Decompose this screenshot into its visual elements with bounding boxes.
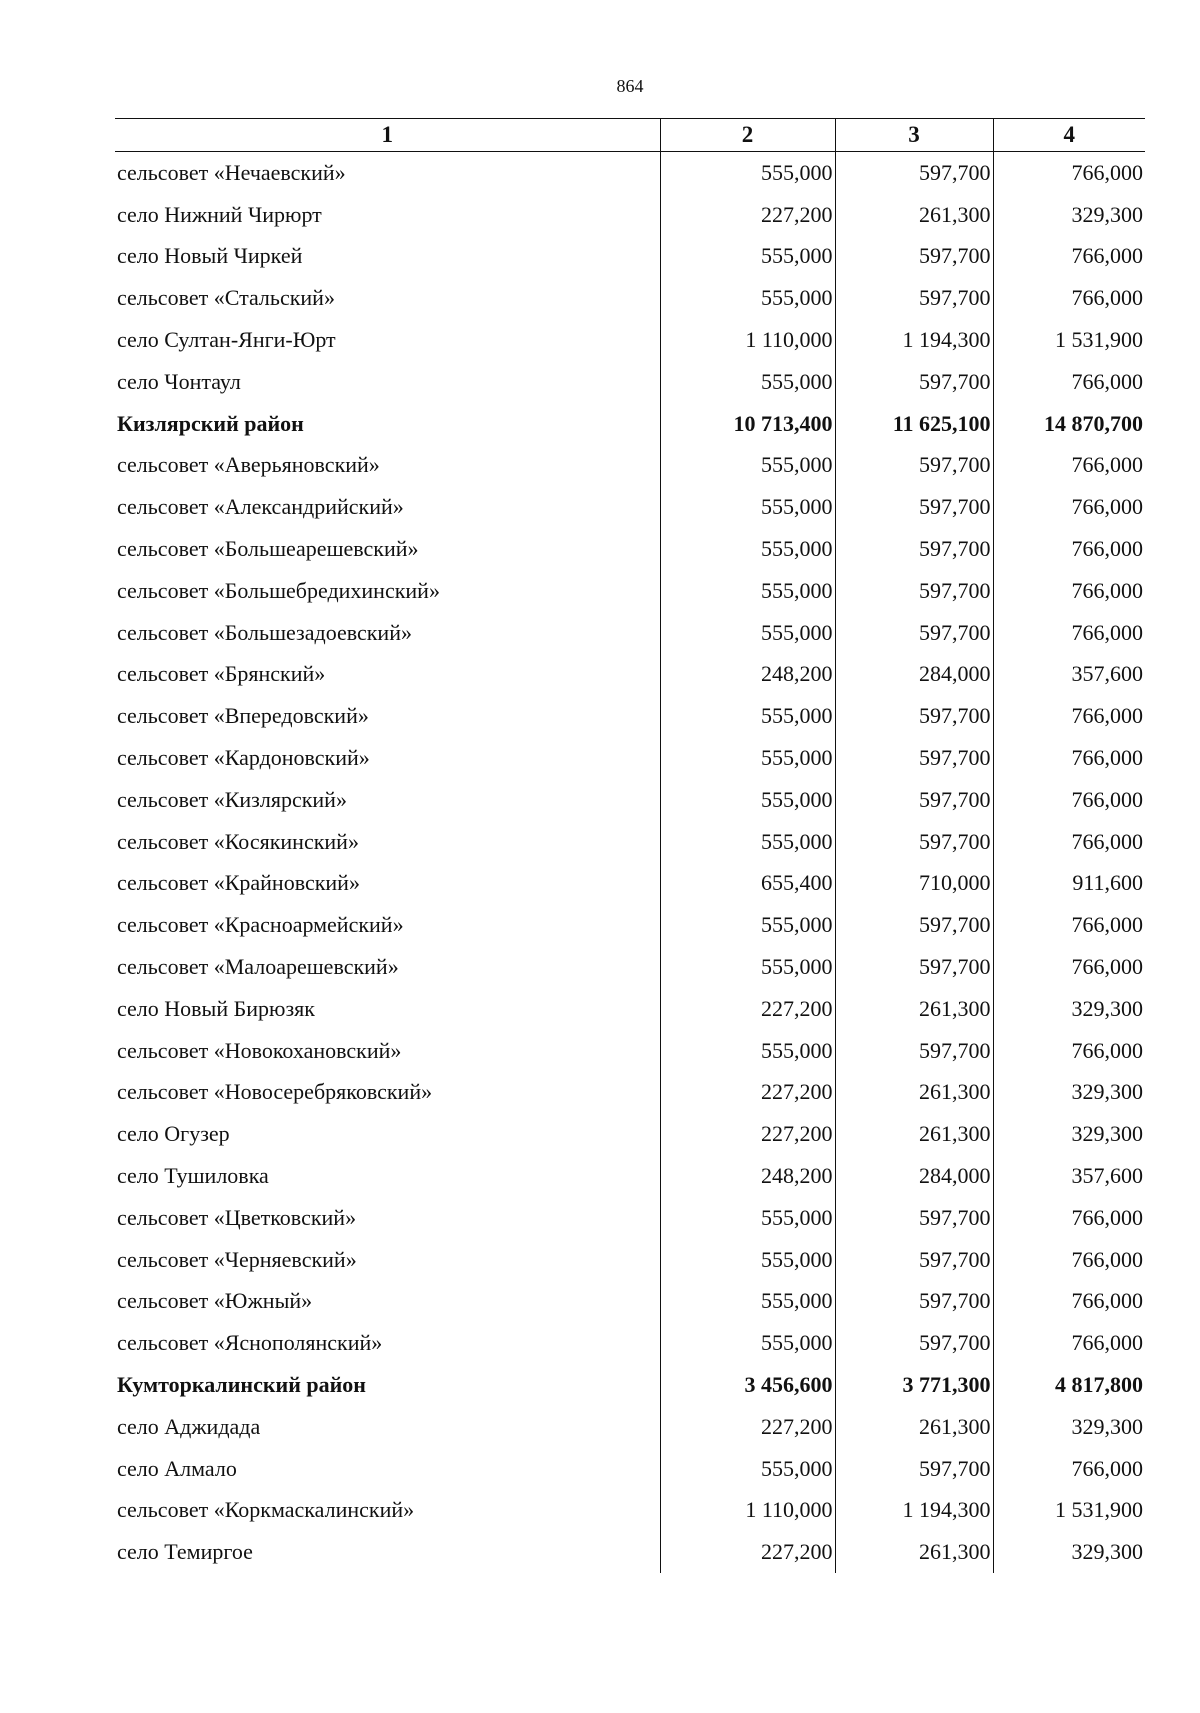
value-col-4-cell: 766,000: [993, 737, 1145, 779]
value-col-2-cell: 227,200: [660, 194, 835, 236]
column-header-2: 2: [660, 119, 835, 152]
value-col-4-cell: 766,000: [993, 445, 1145, 487]
table-row: [115, 612, 1145, 654]
value-col-3-cell: 597,700: [835, 821, 993, 863]
table-row: [115, 528, 1145, 570]
column-header-4: 4: [993, 119, 1145, 152]
table-row: [115, 737, 1145, 779]
district-total-row: [115, 403, 1145, 445]
settlement-name-cell: сельсовет «Большеарешевский»: [117, 536, 419, 562]
table-row: [115, 319, 1145, 361]
settlement-name-cell: село Тушиловка: [117, 1163, 269, 1189]
value-col-3-cell: 597,700: [835, 695, 993, 737]
value-col-4-cell: 766,000: [993, 695, 1145, 737]
value-col-2-cell: 555,000: [660, 236, 835, 278]
table-row: [115, 1239, 1145, 1281]
value-col-3-cell: 261,300: [835, 1406, 993, 1448]
table-row: [115, 1197, 1145, 1239]
settlement-name-cell: сельсовет «Черняевский»: [117, 1246, 357, 1272]
value-col-3-cell: 261,300: [835, 1531, 993, 1573]
value-col-2-cell: 555,000: [660, 1030, 835, 1072]
value-col-4-cell: 357,600: [993, 1155, 1145, 1197]
value-col-4-cell: 766,000: [993, 1281, 1145, 1323]
value-col-3-cell: 597,700: [835, 1197, 993, 1239]
value-col-4-cell: 766,000: [993, 1448, 1145, 1490]
table-row: [115, 695, 1145, 737]
value-col-3-cell: 1 194,300: [835, 319, 993, 361]
table-header: [115, 119, 1145, 152]
value-col-3-cell: 710,000: [835, 863, 993, 905]
settlement-name-cell: село Новый Бирюзяк: [117, 995, 315, 1021]
value-col-4-cell: 357,600: [993, 654, 1145, 696]
value-col-4-cell: 766,000: [993, 152, 1145, 194]
value-col-4-cell: 766,000: [993, 361, 1145, 403]
value-col-3-cell: 597,700: [835, 1448, 993, 1490]
value-col-2-cell: 248,200: [660, 654, 835, 696]
table-row: [115, 236, 1145, 278]
value-col-2-cell: 555,000: [660, 528, 835, 570]
settlement-name-cell: сельсовет «Малоарешевский»: [117, 954, 399, 980]
value-col-4-cell: 766,000: [993, 1197, 1145, 1239]
settlement-name-cell: село Чонтаул: [117, 368, 241, 394]
value-col-2-cell: 3 456,600: [660, 1364, 835, 1406]
value-col-2-cell: 227,200: [660, 1531, 835, 1573]
settlement-name-cell: сельсовет «Впередовский»: [117, 703, 369, 729]
value-col-3-cell: 597,700: [835, 236, 993, 278]
value-col-4-cell: 1 531,900: [993, 1490, 1145, 1532]
table-row: [115, 194, 1145, 236]
settlement-name-cell: сельсовет «Косякинский»: [117, 828, 359, 854]
value-col-3-cell: 597,700: [835, 445, 993, 487]
value-col-3-cell: 284,000: [835, 1155, 993, 1197]
district-total-row: [115, 1364, 1145, 1406]
value-col-2-cell: 555,000: [660, 821, 835, 863]
value-col-4-cell: 4 817,800: [993, 1364, 1145, 1406]
table-row: [115, 361, 1145, 403]
value-col-3-cell: 597,700: [835, 612, 993, 654]
value-col-4-cell: 911,600: [993, 863, 1145, 905]
value-col-4-cell: 766,000: [993, 1239, 1145, 1281]
value-col-2-cell: 227,200: [660, 1113, 835, 1155]
settlement-name-cell: село Султан-Янги-Юрт: [117, 327, 336, 353]
value-col-4-cell: 766,000: [993, 904, 1145, 946]
table-row: [115, 1155, 1145, 1197]
table-row: [115, 988, 1145, 1030]
settlement-name-cell: сельсовет «Кизлярский»: [117, 786, 347, 812]
value-col-2-cell: 555,000: [660, 1322, 835, 1364]
value-col-2-cell: 555,000: [660, 904, 835, 946]
value-col-4-cell: 766,000: [993, 779, 1145, 821]
settlement-name-cell: село Алмало: [117, 1455, 237, 1481]
table-body: [115, 152, 1145, 1574]
value-col-3-cell: 284,000: [835, 654, 993, 696]
value-col-2-cell: 555,000: [660, 1448, 835, 1490]
value-col-4-cell: 766,000: [993, 277, 1145, 319]
value-col-2-cell: 555,000: [660, 486, 835, 528]
page-number: 864: [616, 76, 644, 96]
value-col-2-cell: 555,000: [660, 1239, 835, 1281]
value-col-2-cell: 227,200: [660, 1072, 835, 1114]
value-col-4-cell: 766,000: [993, 612, 1145, 654]
settlement-name-cell: село Темиргое: [117, 1539, 253, 1565]
table-row: [115, 863, 1145, 905]
settlement-name-cell: сельсовет «Новокохановский»: [117, 1037, 402, 1063]
table-row: [115, 445, 1145, 487]
value-col-4-cell: 766,000: [993, 821, 1145, 863]
settlement-name-cell: сельсовет «Большебредихинский»: [117, 577, 440, 603]
value-col-3-cell: 597,700: [835, 528, 993, 570]
value-col-2-cell: 555,000: [660, 277, 835, 319]
settlement-name-cell: сельсовет «Большезадоевский»: [117, 619, 412, 645]
settlement-name-cell: село Аджидада: [117, 1413, 261, 1439]
value-col-2-cell: 555,000: [660, 946, 835, 988]
value-col-3-cell: 261,300: [835, 194, 993, 236]
table-row: [115, 152, 1145, 194]
value-col-2-cell: 555,000: [660, 445, 835, 487]
value-col-4-cell: 766,000: [993, 570, 1145, 612]
value-col-4-cell: 14 870,700: [993, 403, 1145, 445]
column-header-1: 1: [115, 119, 660, 152]
table-row: [115, 1072, 1145, 1114]
value-col-2-cell: 555,000: [660, 1197, 835, 1239]
settlement-name-cell: село Огузер: [117, 1121, 230, 1147]
value-col-4-cell: 766,000: [993, 528, 1145, 570]
settlement-name-cell: сельсовет «Коркмаскалинский»: [117, 1497, 415, 1523]
settlement-name-cell: сельсовет «Крайновский»: [117, 870, 360, 896]
budget-table: [115, 118, 1145, 1573]
value-col-3-cell: 597,700: [835, 904, 993, 946]
settlement-name-cell: сельсовет «Аверьяновский»: [117, 452, 380, 478]
settlement-name-cell: сельсовет «Нечаевский»: [117, 159, 346, 185]
value-col-3-cell: 597,700: [835, 946, 993, 988]
value-col-4-cell: 329,300: [993, 1113, 1145, 1155]
value-col-2-cell: 1 110,000: [660, 1490, 835, 1532]
value-col-3-cell: 597,700: [835, 570, 993, 612]
table-row: [115, 570, 1145, 612]
table-row: [115, 1322, 1145, 1364]
header-row: [115, 119, 1145, 152]
value-col-4-cell: 766,000: [993, 1030, 1145, 1072]
value-col-4-cell: 329,300: [993, 1072, 1145, 1114]
value-col-4-cell: 766,000: [993, 486, 1145, 528]
value-col-3-cell: 597,700: [835, 1239, 993, 1281]
value-col-3-cell: 597,700: [835, 277, 993, 319]
table-row: [115, 1281, 1145, 1323]
table-row: [115, 821, 1145, 863]
value-col-3-cell: 597,700: [835, 361, 993, 403]
table-row: [115, 486, 1145, 528]
value-col-2-cell: 227,200: [660, 988, 835, 1030]
value-col-4-cell: 766,000: [993, 1322, 1145, 1364]
value-col-2-cell: 655,400: [660, 863, 835, 905]
value-col-3-cell: 1 194,300: [835, 1490, 993, 1532]
value-col-4-cell: 766,000: [993, 236, 1145, 278]
value-col-4-cell: 1 531,900: [993, 319, 1145, 361]
column-header-3: 3: [835, 119, 993, 152]
table-row: [115, 946, 1145, 988]
value-col-3-cell: 3 771,300: [835, 1364, 993, 1406]
value-col-3-cell: 597,700: [835, 1030, 993, 1072]
value-col-2-cell: 248,200: [660, 1155, 835, 1197]
value-col-2-cell: 555,000: [660, 1281, 835, 1323]
value-col-3-cell: 261,300: [835, 1113, 993, 1155]
value-col-2-cell: 555,000: [660, 152, 835, 194]
value-col-4-cell: 329,300: [993, 1406, 1145, 1448]
settlement-name-cell: сельсовет «Стальский»: [117, 285, 335, 311]
settlement-name-cell: сельсовет «Красноармейский»: [117, 912, 404, 938]
settlement-name-cell: сельсовет «Брянский»: [117, 661, 326, 687]
value-col-3-cell: 261,300: [835, 988, 993, 1030]
value-col-4-cell: 329,300: [993, 194, 1145, 236]
value-col-3-cell: 11 625,100: [835, 403, 993, 445]
value-col-2-cell: 555,000: [660, 570, 835, 612]
settlement-name-cell: Кумторкалинский район: [117, 1372, 366, 1397]
value-col-2-cell: 555,000: [660, 695, 835, 737]
value-col-3-cell: 261,300: [835, 1072, 993, 1114]
table-row: [115, 1448, 1145, 1490]
settlement-name-cell: Кизлярский район: [117, 410, 304, 436]
value-col-2-cell: 10 713,400: [660, 403, 835, 445]
value-col-4-cell: 766,000: [993, 946, 1145, 988]
table-row: [115, 779, 1145, 821]
value-col-2-cell: 555,000: [660, 779, 835, 821]
table-row: [115, 1406, 1145, 1448]
value-col-2-cell: 555,000: [660, 361, 835, 403]
value-col-2-cell: 555,000: [660, 737, 835, 779]
settlement-name-cell: сельсовет «Александрийский»: [117, 494, 404, 520]
value-col-3-cell: 597,700: [835, 1281, 993, 1323]
table-row: [115, 904, 1145, 946]
value-col-4-cell: 329,300: [993, 988, 1145, 1030]
value-col-3-cell: 597,700: [835, 152, 993, 194]
value-col-3-cell: 597,700: [835, 486, 993, 528]
settlement-name-cell: сельсовет «Яснополянский»: [117, 1330, 383, 1356]
value-col-3-cell: 597,700: [835, 779, 993, 821]
settlement-name-cell: сельсовет «Новосеребряковский»: [117, 1079, 433, 1105]
table-row: [115, 277, 1145, 319]
table-row: [115, 1113, 1145, 1155]
value-col-2-cell: 555,000: [660, 612, 835, 654]
value-col-3-cell: 597,700: [835, 1322, 993, 1364]
table-row: [115, 1531, 1145, 1573]
table-row: [115, 1030, 1145, 1072]
value-col-2-cell: 227,200: [660, 1406, 835, 1448]
settlement-name-cell: село Нижний Чирюрт: [117, 201, 322, 227]
table-row: [115, 654, 1145, 696]
settlement-name-cell: сельсовет «Кардоновский»: [117, 745, 370, 771]
value-col-3-cell: 597,700: [835, 737, 993, 779]
value-col-2-cell: 1 110,000: [660, 319, 835, 361]
settlement-name-cell: сельсовет «Южный»: [117, 1288, 313, 1314]
settlement-name-cell: сельсовет «Цветковский»: [117, 1204, 357, 1230]
table-row: [115, 1490, 1145, 1532]
settlement-name-cell: село Новый Чиркей: [117, 243, 303, 269]
value-col-4-cell: 329,300: [993, 1531, 1145, 1573]
